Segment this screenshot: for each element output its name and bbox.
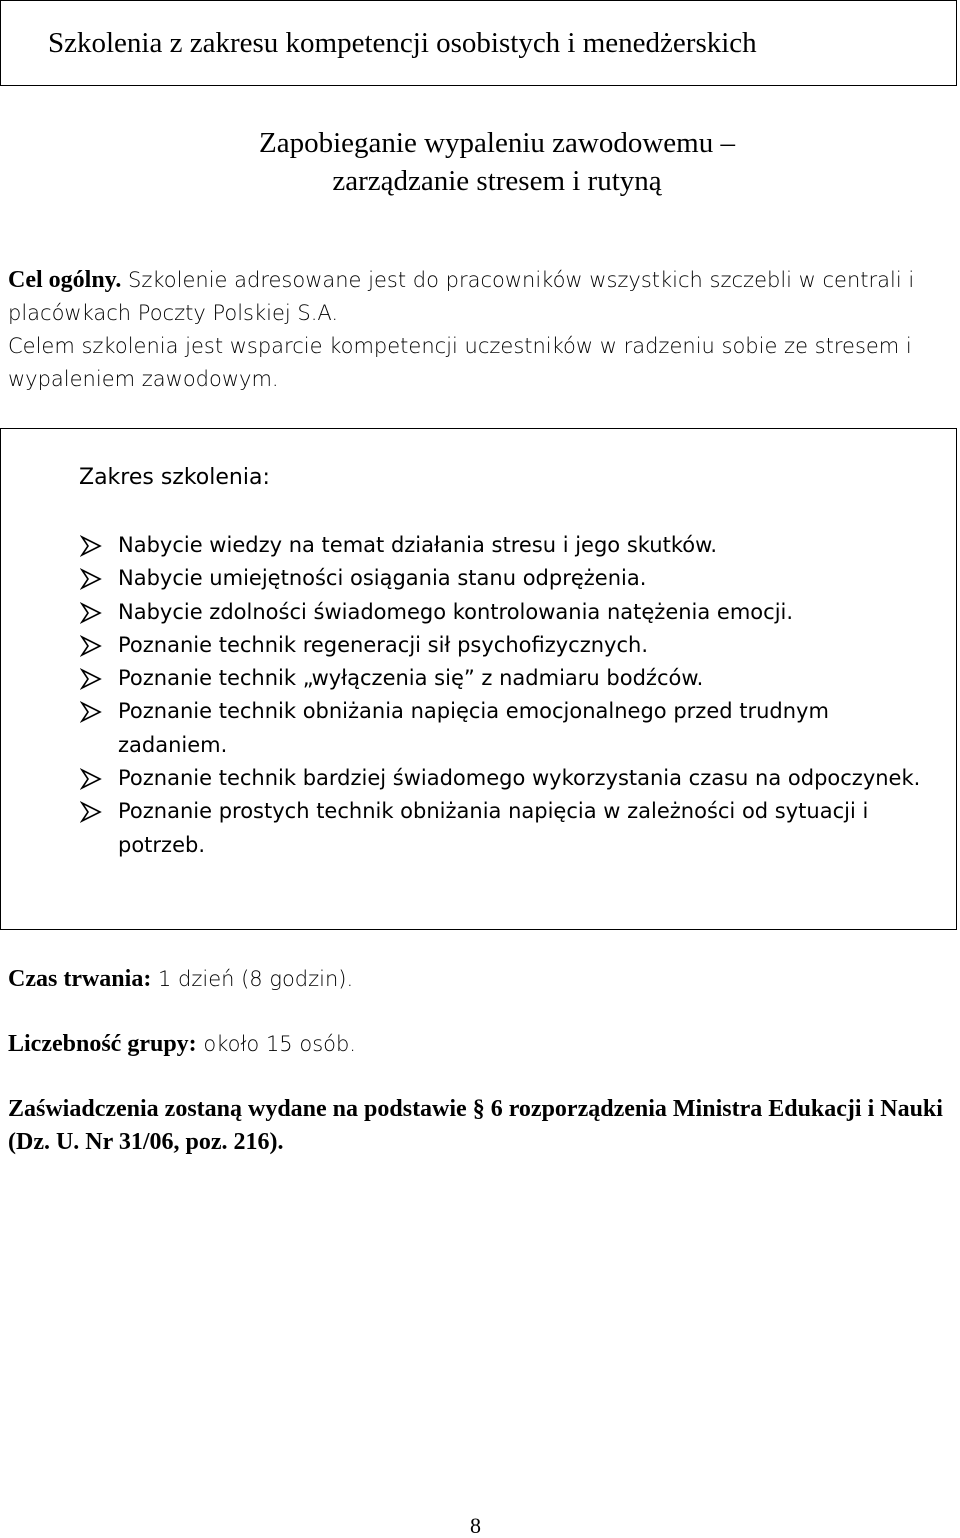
scope-list bbox=[80, 529, 940, 862]
duration-label: Czas trwania: bbox=[8, 966, 152, 992]
header-title: Szkolenia z zakresu kompetencji osobistych i menedżerskich bbox=[48, 27, 757, 59]
duration-line bbox=[8, 963, 948, 996]
goal-paragraph bbox=[8, 264, 948, 330]
arrowhead-bullet-icon bbox=[80, 701, 102, 723]
scope-item-text: Poznanie technik bardziej świadomego wykorzystania czasu na odpoczynek. bbox=[118, 766, 921, 791]
arrowhead-bullet-icon bbox=[80, 801, 102, 823]
arrowhead-bullet-icon bbox=[80, 635, 102, 657]
arrowhead-bullet-icon bbox=[80, 668, 102, 690]
scope-item-text: Nabycie zdolności świadomego kontrolowania natężenia emocji. bbox=[118, 599, 794, 624]
scope-item-text: Nabycie umiejętności osiągania stanu odprężenia. bbox=[118, 566, 647, 591]
scope-item-text: Poznanie technik obniżania napięcia emocjonalnego przed trudnym zadaniem. bbox=[118, 699, 829, 757]
goal-text-1: Szkolenie adresowane jest do pracowników wszystkich szczebli w centrali i placówkach Poczty Polskiej S.A. bbox=[8, 268, 915, 325]
duration-value: 1 dzień (8 godzin). bbox=[151, 967, 354, 991]
scope-item-text: Poznanie technik regeneracji sił psychofizycznych. bbox=[118, 632, 648, 657]
arrowhead-bullet-icon bbox=[80, 568, 102, 590]
scope-item-text: Poznanie technik „wyłączenia się” z nadmiaru bodźców. bbox=[118, 666, 704, 691]
group-size-value: około 15 osób. bbox=[196, 1032, 356, 1056]
goal-label: Cel ogólny. bbox=[8, 267, 122, 293]
list-item bbox=[80, 695, 940, 762]
arrowhead-bullet-icon bbox=[80, 535, 102, 557]
group-size-line bbox=[8, 1028, 948, 1061]
certificate-note: Zaświadczenia zostaną wydane na podstawie § 6 rozporządzenia Ministra Edukacji i Nauki (Dz. U. Nr 31/06, poz. 216). bbox=[8, 1096, 943, 1155]
scope-item-text: Poznanie prostych technik obniżania napięcia w zależności od sytuacji i potrzeb. bbox=[118, 799, 869, 857]
list-item bbox=[80, 629, 940, 662]
list-item bbox=[80, 596, 940, 629]
arrowhead-bullet-icon bbox=[80, 768, 102, 790]
list-item bbox=[80, 795, 940, 862]
list-item bbox=[80, 762, 940, 795]
scope-item-text: Nabycie wiedzy na temat działania stresu i jego skutków. bbox=[118, 533, 718, 557]
arrowhead-bullet-icon bbox=[80, 602, 102, 624]
page-number: 8 bbox=[470, 1513, 481, 1538]
list-item bbox=[80, 529, 940, 562]
list-item bbox=[80, 662, 940, 695]
group-size-label: Liczebność grupy: bbox=[8, 1031, 197, 1057]
course-title-line-2: zarządzanie stresem i rutyną bbox=[332, 165, 662, 197]
goal-text-2: Celem szkolenia jest wsparcie kompetencji uczestników w radzeniu sobie ze stresem i wypaleniem zawodowym. bbox=[8, 334, 912, 391]
list-item bbox=[80, 562, 940, 595]
goal-section bbox=[8, 264, 948, 396]
course-title-line-1: Zapobieganie wypaleniu zawodowemu – bbox=[259, 127, 735, 159]
scope-title: Zakres szkolenia: bbox=[79, 465, 270, 490]
